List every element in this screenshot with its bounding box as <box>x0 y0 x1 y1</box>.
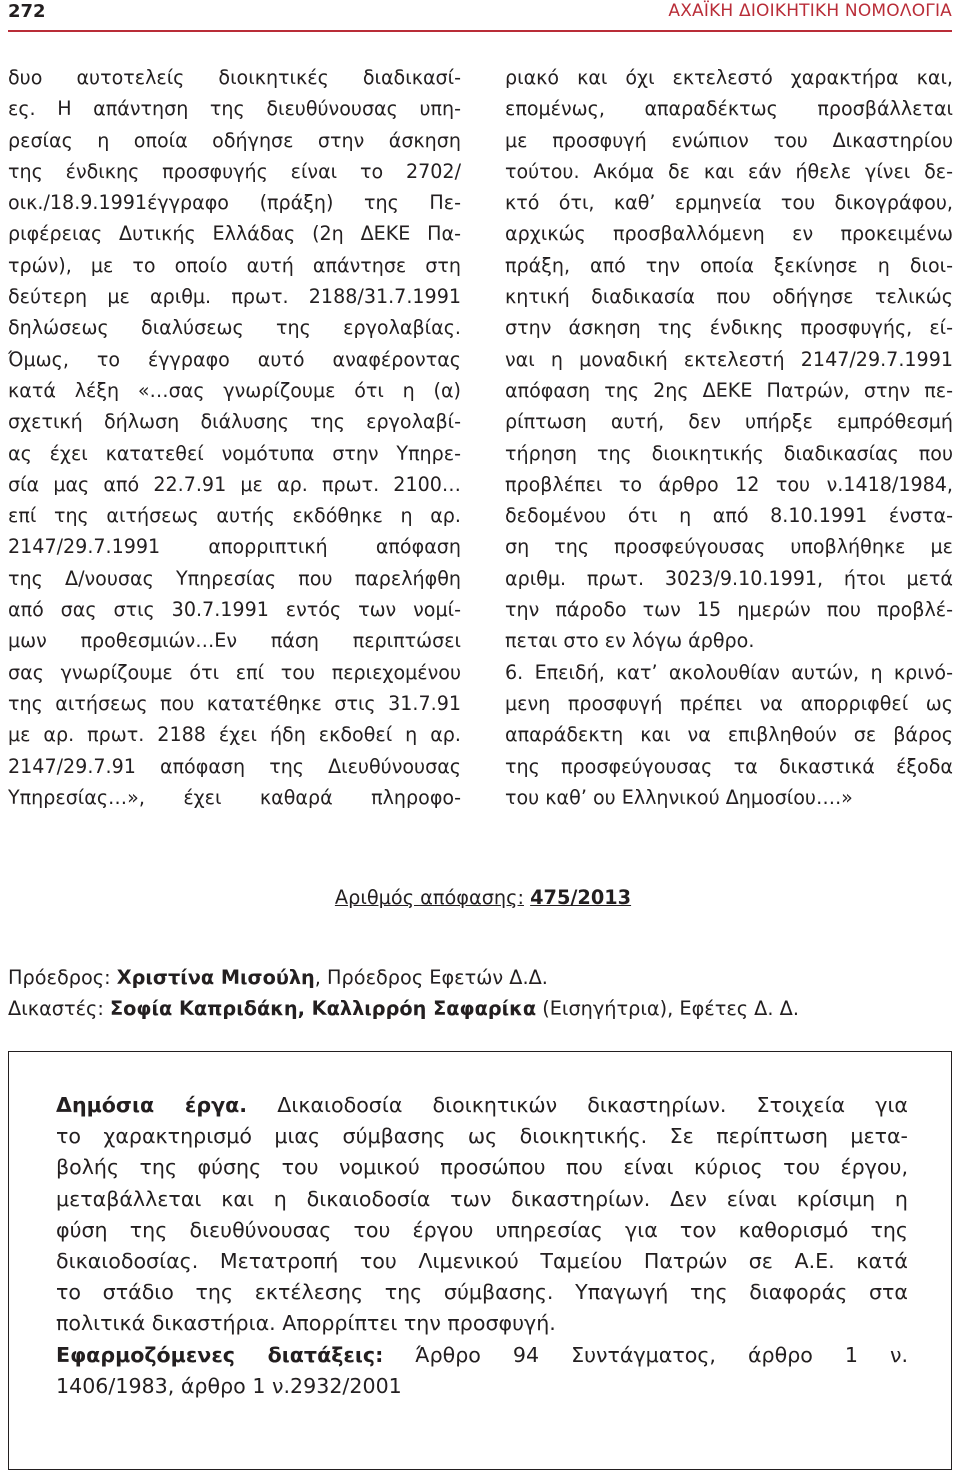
text-line: ναι η μοναδική εκτελεστή 2147/29.7.1991 <box>505 347 953 371</box>
summary-box <box>8 1051 952 1470</box>
text-line: μων προθεσμιών…Εν πάση περιπτώσει <box>8 629 461 653</box>
text-line: ριακό και όχι εκτελεστό χαρακτήρα και, <box>505 66 953 89</box>
page-number: 272 <box>8 1 46 22</box>
text-line: σας γνωρίζουμε ότι επί του περιεχομένου <box>8 660 461 684</box>
text-line: στην άσκηση της ένδικης προσφυγής, εί- <box>505 316 953 340</box>
judges-line <box>8 993 958 1024</box>
judges-names: Σοφία Καπριδάκη, Καλλιρρόη Σαφαρίκα <box>110 997 537 1020</box>
judges-label: Δικαστές: <box>8 997 104 1020</box>
text-line: ρεσίας η οποία οδήγησε στην άσκηση <box>8 128 461 152</box>
text-line: την πάροδο των 15 ημερών που προβλέ- <box>505 598 953 622</box>
running-title: ΑΧΑΪΚΗ ΔΙΟΙΚΗΤΙΚΗ ΝΟΜΟΛΟΓΙΑ <box>668 1 952 21</box>
summary-line <box>56 1090 908 1121</box>
text-line: της αιτήσεως που κατατέθηκε στις 31.7.91 <box>8 691 461 715</box>
text-line: πεται στο εν λόγω άρθρο. <box>505 629 755 653</box>
text-line: οικ./18.9.1991έγγραφο (πράξη) της Πε- <box>8 191 461 215</box>
text-line: ση της προσφεύγουσας υποβλήθηκε με <box>505 535 953 559</box>
text-line: με αρ. πρωτ. 2188 έχει ήδη εκδοθεί η αρ. <box>8 723 461 747</box>
text-line: απόφαση της 2ης ΔΕΚΕ Πατρών, στην πε- <box>505 378 953 402</box>
text-line: δηλώσεως διαλύσεως της εργολαβίας. <box>8 316 461 340</box>
summary-line: βολής της φύσης του νομικού προσώπου που είναι κύριος του έργου, <box>56 1155 908 1180</box>
text-line: της Δ/νουσας Υπηρεσίας που παρελήφθη <box>8 566 461 590</box>
text-line: τήρηση της διοικητικής διαδικασίας που <box>505 441 953 465</box>
president-label: Πρόεδρος: <box>8 966 111 989</box>
text-line: δυο αυτοτελείς διοικητικές διαδικασί- <box>8 66 461 89</box>
header-rule <box>8 30 952 32</box>
text-line: πράξη, από την οποία ξεκίνησε η διοι- <box>505 253 953 277</box>
president-name: Χριστίνα Μισούλη <box>116 966 315 989</box>
text-line: κατά λέξη «…σας γνωρίζουμε ότι η (α) <box>8 378 461 402</box>
text-line: με προσφυγή ενώπιον του Δικαστηρίου <box>505 128 953 152</box>
text-line: ας έχει κατατεθεί νομότυπα στην Υπηρε- <box>8 441 461 465</box>
text-line: 2147/29.7.1991 απορριπτική απόφαση <box>8 535 461 559</box>
summary-text <box>56 1090 908 1402</box>
provisions-line: 1406/1983, άρθρο 1 ν.2932/2001 <box>56 1373 402 1398</box>
summary-line: το χαρακτηρισμό μιας σύμβασης ως διοικητικής. Σε περίπτωση μετα- <box>56 1124 908 1149</box>
right-column-text <box>505 62 953 813</box>
decision-number-value: 475/2013 <box>530 886 632 909</box>
provisions-text: Άρθρο 94 Συντάγματος, άρθρο 1 ν. <box>383 1342 908 1367</box>
text-line: απαράδεκτη και να επιβληθούν σε βάρος <box>505 723 953 747</box>
text-line: δεύτερη με αριθμ. πρωτ. 2188/31.7.1991 <box>8 285 461 309</box>
text-line: Υπηρεσίας…», έχει καθαρά πληροφο- <box>8 785 461 809</box>
text-line: αριθμ. πρωτ. 3023/9.10.1991, ήτοι μετά <box>505 566 953 590</box>
text-line: τρών), με το οποίο αυτή απάντησε στη <box>8 253 461 277</box>
summary-line: φύση της διευθύνουσας του έργου υπηρεσίας για τον καθορισμό της <box>56 1217 908 1242</box>
text-line: της προσφεύγουσας τα δικαστικά έξοδα <box>505 754 953 778</box>
text-line: της ένδικης προσφυγής είναι το 2702/ <box>8 159 461 183</box>
text-line: σία μας από 22.7.91 με αρ. πρωτ. 2100… <box>8 472 461 496</box>
page-header <box>8 0 952 26</box>
provisions-label: Εφαρμοζόμενες διατάξεις: <box>56 1342 384 1367</box>
text-line: 6. Επειδή, κατ’ ακολουθίαν αυτών, η κρινό- <box>505 660 953 684</box>
text-line: κητική διαδικασία που οδήγησε τελικώς <box>505 285 953 309</box>
text-line: ες. Η απάντηση της διευθύνουσας υπη- <box>8 97 461 121</box>
provisions-line <box>56 1340 908 1371</box>
judges-title: (Εισηγήτρια), Εφέτες Δ. Δ. <box>536 997 799 1020</box>
text-line: σχετική δήλωση διάλυσης της εργολαβί- <box>8 410 461 434</box>
text-line: ριφέρειας Δυτικής Ελλάδας (2η ΔΕΚΕ Πα- <box>8 222 461 246</box>
text-line: Όμως, το έγγραφο αυτό αναφέροντας <box>8 347 461 371</box>
text-line: επί της αιτήσεως αυτής εκδόθηκε η αρ. <box>8 504 461 528</box>
summary-line: μεταβάλλεται και η δικαιοδοσία των δικαστηρίων. Δεν είναι κρίσιμη η <box>56 1186 908 1211</box>
text-line: επομένως, απαραδέκτως προσβάλλεται <box>505 97 953 121</box>
court-composition <box>8 962 958 1024</box>
text-line: αρχικώς προσβαλλόμενη εν προκειμένω <box>505 222 953 246</box>
summary-first-line-rest: Δικαιοδοσία διοικητικών δικαστηρίων. Στοιχεία για <box>247 1093 908 1117</box>
summary-line: πολιτικά δικαστήρια. Απορρίπτει την προσφυγή. <box>56 1311 556 1336</box>
decision-number-label: Αριθμός απόφασης: <box>334 886 524 909</box>
text-line: προβλέπει το άρθρο 12 του ν.1418/1984, <box>505 472 953 496</box>
summary-line: δικαιοδοσίας. Μετατροπή του Λιμενικού Ταμείου Πατρών σε Α.Ε. κατά <box>56 1249 908 1274</box>
text-line: του καθ’ ου Ελληνικού Δημοσίου….» <box>505 785 853 809</box>
left-column-text <box>8 62 461 813</box>
text-line: 2147/29.7.91 απόφαση της Διευθύνουσας <box>8 754 461 778</box>
summary-line: το στάδιο της εκτέλεσης της σύμβασης. Υπαγωγή της διαφοράς στα <box>56 1280 908 1305</box>
text-line: μενη προσφυγή πρέπει να απορριφθεί ως <box>505 691 953 715</box>
president-title: , Πρόεδρος Εφετών Δ.Δ. <box>314 966 548 989</box>
decision-number <box>0 884 960 912</box>
summary-topic: Δημόσια έργα. <box>56 1093 248 1117</box>
text-line: κτό ότι, καθ’ ερμηνεία του δικογράφου, <box>505 191 953 215</box>
text-line: τούτου. Ακόμα δε και εάν ήθελε γίνει δε- <box>505 159 953 183</box>
president-line <box>8 962 958 993</box>
text-line: ρίπτωση αυτή, δεν υπήρξε εμπρόθεσμή <box>505 410 953 434</box>
text-line: δεδομένου ότι η από 8.10.1991 ένστα- <box>505 504 953 528</box>
text-line: από σας στις 30.7.1991 εντός των νομί- <box>8 598 461 622</box>
